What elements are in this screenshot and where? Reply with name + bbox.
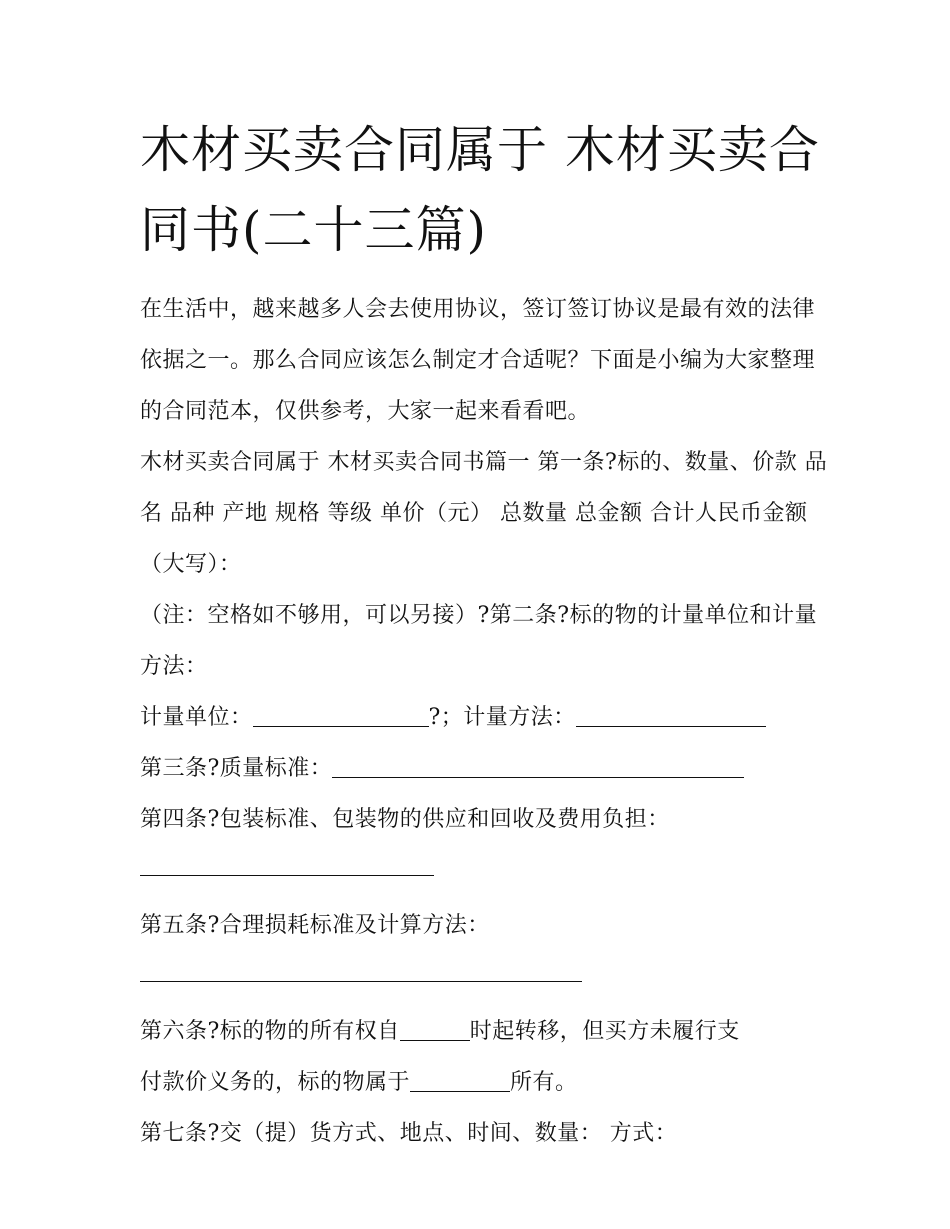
ownership-owner-blank[interactable] bbox=[410, 1069, 510, 1092]
article-7-line: 第七条?交（提）货方式、地点、时间、数量： 方式： bbox=[140, 1121, 678, 1146]
packaging-blank[interactable] bbox=[140, 875, 434, 876]
loss-blank-line[interactable] bbox=[140, 951, 830, 1002]
packaging-blank-line[interactable] bbox=[140, 845, 830, 896]
unit-label: 计量单位： bbox=[140, 705, 253, 730]
ownership-label-2: 时起转移，但买方未履行支 bbox=[469, 1019, 740, 1044]
ownership-time-blank[interactable] bbox=[400, 1018, 470, 1041]
article-4-line: 第四条?包装标准、包装物的供应和回收及费用负担： bbox=[140, 807, 670, 832]
quality-label: 第三条?质量标准： bbox=[140, 756, 333, 781]
loss-blank[interactable] bbox=[140, 981, 582, 982]
method-label: ?；计量方法： bbox=[428, 705, 576, 730]
article-6-line bbox=[140, 1006, 830, 1057]
ownership-owner-label: 付款价义务的，标的物属于 bbox=[140, 1070, 411, 1095]
article-3-line bbox=[140, 743, 830, 794]
ownership-label: 第六条?标的物的所有权自 bbox=[140, 1019, 400, 1044]
measurement-line bbox=[140, 692, 830, 743]
article-2-paragraph: （注：空格如不够用，可以另接）?第二条?标的物的计量单位和计量方法： bbox=[140, 603, 818, 679]
method-blank[interactable] bbox=[576, 704, 766, 727]
document-page bbox=[140, 110, 830, 1159]
unit-blank[interactable] bbox=[253, 704, 429, 727]
quality-blank[interactable] bbox=[332, 755, 744, 778]
ownership-end-label: 所有。 bbox=[510, 1070, 578, 1095]
intro-paragraph: 在生活中，越来越多人会去使用协议，签订签订协议是最有效的法律依据之一。那么合同应该怎么制定才合适呢？下面是小编为大家整理的合同范本，仅供参考，大家一起来看看吧。 bbox=[140, 297, 816, 424]
article-5-line: 第五条?合理损耗标准及计算方法： bbox=[140, 913, 490, 938]
article-6-line-2 bbox=[140, 1057, 830, 1108]
article-1-paragraph: 木材买卖合同属于 木材买卖合同书篇一 第一条?标的、数量、价款 品名 品种 产地 规格 等级 单价（元） 总数量 总金额 合计人民币金额（大写）： bbox=[140, 450, 828, 577]
document-title: 木材买卖合同属于 木材买卖合同书(二十三篇) bbox=[140, 121, 820, 259]
